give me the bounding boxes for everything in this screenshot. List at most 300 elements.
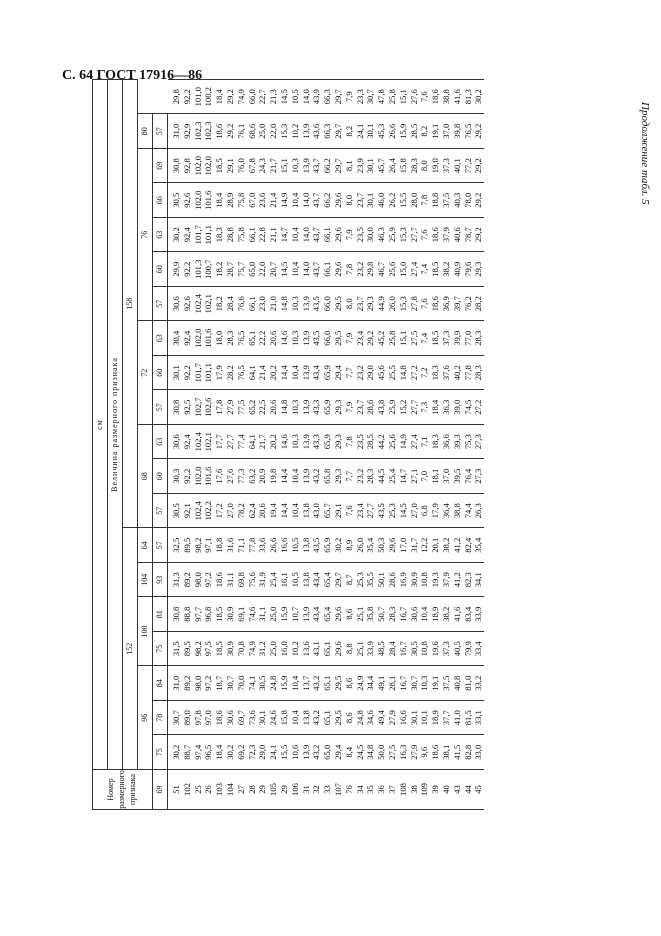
table-row	[311, 79, 322, 809]
table-cell: 10,4	[290, 183, 301, 218]
table-cell: 18,1	[430, 459, 441, 494]
column-header: 60	[153, 459, 168, 494]
table-cell: 14,4	[279, 459, 290, 494]
table-cell: 13,9	[301, 114, 312, 149]
table-cell: 30,8	[168, 390, 182, 425]
table-cell: 10,4	[290, 252, 301, 287]
table-cell: 66,1	[322, 252, 333, 287]
table-cell: 8,0	[344, 183, 355, 218]
page-header: С. 64 ГОСТ 17916—86	[62, 68, 203, 83]
table-cell: 29,7	[333, 79, 344, 114]
table-cell: 15,8	[398, 149, 409, 184]
table-cell: 10,3	[290, 390, 301, 425]
table-cell: 76,2	[463, 287, 474, 322]
table-cell: 28,3	[409, 149, 420, 184]
table-cell: 10,3	[419, 666, 430, 701]
table-cell: 66,1	[247, 218, 258, 253]
table-cell: 26,0	[387, 287, 398, 322]
row-number: 27	[236, 770, 247, 810]
table-cell: 27,3	[473, 459, 484, 494]
table-cell: 77,5	[236, 390, 247, 425]
table-cell: 43,8	[376, 390, 387, 425]
row-number: 51	[168, 770, 182, 810]
table-cell: 43,9	[311, 79, 322, 114]
table-cell: 43,7	[311, 149, 322, 184]
row-number: 104	[225, 770, 236, 810]
table-cell: 72,3	[247, 735, 258, 770]
table-cell: 31,6	[225, 528, 236, 563]
subgroup-header: 68	[138, 425, 153, 529]
table-cell: 41,2	[452, 563, 463, 598]
table-cell: 102,2	[203, 494, 214, 529]
table-cell: 30,9	[409, 563, 420, 598]
table-cell: 26,2	[387, 183, 398, 218]
table-cell: 43,4	[311, 563, 322, 598]
table-cell: 24,9	[355, 666, 366, 701]
table-cell: 10,4	[290, 459, 301, 494]
table-cell: 83,4	[463, 597, 474, 632]
table-cell: 25,4	[268, 563, 279, 598]
table-cell: 8,8	[344, 632, 355, 667]
table-cell: 18,3	[430, 425, 441, 460]
table-cell: 26,6	[268, 528, 279, 563]
table-cell: 40,6	[452, 218, 463, 253]
table-cell: 49,4	[376, 701, 387, 736]
table-cell: 19,6	[430, 632, 441, 667]
table-cell: 19,0	[430, 149, 441, 184]
table-cell: 102,0	[203, 149, 214, 184]
table-cell: 41,6	[452, 597, 463, 632]
table-cell: 31,7	[409, 528, 420, 563]
table-cell: 67,0	[247, 183, 258, 218]
table-row	[398, 79, 409, 809]
table-cell: 29,5	[333, 287, 344, 322]
table-cell: 30,1	[257, 701, 268, 736]
table-cell: 18,8	[214, 528, 225, 563]
row-number: 31	[301, 770, 312, 810]
table-cell: 37,7	[441, 701, 452, 736]
table-cell: 23,2	[355, 459, 366, 494]
table-cell: 30,7	[365, 79, 376, 114]
table-cell: 22,0	[257, 252, 268, 287]
table-cell: 28,4	[387, 632, 398, 667]
table-cell: 14,5	[398, 494, 409, 529]
table-cell: 9,6	[419, 735, 430, 770]
table-cell: 65,1	[322, 666, 333, 701]
table-cell: 23,0	[257, 287, 268, 322]
table-cell: 8,6	[344, 701, 355, 736]
table-cell: 14,7	[279, 218, 290, 253]
table-cell: 29,5	[333, 701, 344, 736]
table-cell: 29,6	[333, 183, 344, 218]
column-header: 63	[153, 321, 168, 356]
table-cell: 16,7	[398, 597, 409, 632]
table-cell: 35,4	[365, 528, 376, 563]
table-cell: 65,2	[247, 390, 258, 425]
table-cell: 38,8	[441, 79, 452, 114]
table-cell: 18,5	[214, 149, 225, 184]
table-cell: 102,1	[203, 287, 214, 322]
table-cell: 19,1	[430, 666, 441, 701]
table-cell: 101,1	[203, 356, 214, 391]
table-cell: 77,3	[236, 459, 247, 494]
table-cell: 16,0	[279, 632, 290, 667]
table-cell: 23,6	[257, 183, 268, 218]
table-cell: 20,7	[268, 252, 279, 287]
table-cell: 28,3	[473, 356, 484, 391]
table-cell: 78,2	[236, 494, 247, 529]
table-cell: 29,3	[333, 459, 344, 494]
table-cell: 16,1	[279, 563, 290, 598]
table-cell: 50,3	[376, 528, 387, 563]
table-cell: 14,6	[279, 321, 290, 356]
table-cell: 37,3	[441, 321, 452, 356]
table-cell: 22,8	[257, 218, 268, 253]
table-cell: 82,4	[463, 528, 474, 563]
table-cell: 25,9	[387, 390, 398, 425]
table-cell: 30,2	[168, 218, 182, 253]
table-cell: 74,6	[247, 597, 258, 632]
table-cell: 97,8	[193, 701, 204, 736]
table-row	[168, 79, 182, 809]
table-cell: 43,4	[311, 356, 322, 391]
table-cell: 43,7	[311, 252, 322, 287]
table-cell: 37,0	[441, 114, 452, 149]
table-cell: 33,9	[365, 632, 376, 667]
table-cell: 31,1	[225, 563, 236, 598]
table-cell: 92,2	[182, 356, 193, 391]
table-cell: 65,1	[322, 632, 333, 667]
table-cell: 92,4	[182, 321, 193, 356]
table-cell: 40,2	[452, 356, 463, 391]
column-header: 57	[153, 114, 168, 149]
table-cell: 7,1	[419, 425, 430, 460]
table-cell: 14,9	[398, 425, 409, 460]
table-body	[168, 79, 485, 809]
table-cell: 7,7	[344, 459, 355, 494]
num-header: Номер размерного признака	[93, 770, 153, 810]
continuation-label: Продолжение табл. 5	[639, 102, 651, 205]
table-cell: 13,6	[301, 632, 312, 667]
table-cell: 29,6	[333, 218, 344, 253]
table-cell: 30,6	[409, 597, 420, 632]
table-cell: 102,3	[193, 114, 204, 149]
column-header: 84	[153, 666, 168, 701]
table-cell: 43,2	[311, 735, 322, 770]
table-cell: 73,6	[247, 701, 258, 736]
value-header: Величина размерного признака	[108, 79, 123, 769]
table-cell: 15,2	[398, 390, 409, 425]
table-cell: 97,1	[203, 528, 214, 563]
table-cell: 67,8	[247, 149, 258, 184]
table-cell: 31,9	[257, 563, 268, 598]
table-cell: 23,7	[355, 287, 366, 322]
table-cell: 31,2	[257, 632, 268, 667]
table-cell: 39,9	[452, 321, 463, 356]
table-cell: 34,6	[365, 701, 376, 736]
table-cell: 27,9	[225, 390, 236, 425]
table-cell: 75,3	[463, 425, 474, 460]
table-cell: 43,5	[311, 287, 322, 322]
table-cell: 27,7	[365, 494, 376, 529]
table-cell: 25,1	[355, 597, 366, 632]
table-cell: 30,0	[365, 218, 376, 253]
table-cell: 18,6	[430, 735, 441, 770]
table-cell: 30,1	[365, 149, 376, 184]
table-cell: 30,6	[168, 287, 182, 322]
table-cell: 17,0	[398, 528, 409, 563]
table-cell: 29,2	[473, 114, 484, 149]
table-cell: 28,6	[387, 563, 398, 598]
table-cell: 66,0	[322, 287, 333, 322]
table-cell: 98,0	[193, 563, 204, 598]
table-cell: 18,6	[214, 563, 225, 598]
table-cell: 77,2	[463, 149, 474, 184]
table-cell: 43,2	[311, 666, 322, 701]
table-cell: 18,7	[214, 666, 225, 701]
table-cell: 40,5	[452, 632, 463, 667]
table-cell: 43,7	[311, 183, 322, 218]
row-number: 37	[387, 770, 398, 810]
table-cell: 89,2	[182, 666, 193, 701]
table-cell: 27,3	[473, 425, 484, 460]
table-cell: 44,2	[376, 425, 387, 460]
table-cell: 28,4	[225, 287, 236, 322]
table-cell: 13,8	[301, 528, 312, 563]
table-cell: 25,4	[387, 459, 398, 494]
table-cell: 28,2	[225, 356, 236, 391]
table-cell: 101,1	[203, 218, 214, 253]
table-cell: 30,9	[225, 632, 236, 667]
table-cell: 10,2	[290, 632, 301, 667]
table-cell: 97,2	[203, 666, 214, 701]
table-cell: 75,6	[247, 563, 258, 598]
table-cell: 10,7	[290, 597, 301, 632]
table-cell: 68,6	[247, 114, 258, 149]
table-cell: 65,7	[322, 494, 333, 529]
table-cell: 76,5	[236, 321, 247, 356]
table-cell: 21,1	[268, 218, 279, 253]
table-cell: 14,5	[279, 252, 290, 287]
table-cell: 39,5	[452, 459, 463, 494]
column-header: 60	[153, 252, 168, 287]
table-cell: 7,9	[344, 390, 355, 425]
table-cell: 38,2	[441, 252, 452, 287]
table-cell: 24,6	[268, 701, 279, 736]
table-cell: 13,9	[301, 390, 312, 425]
table-cell: 101,7	[193, 218, 204, 253]
table-row	[182, 79, 193, 809]
table-cell: 78,7	[463, 218, 474, 253]
table-cell: 30,7	[168, 701, 182, 736]
table-cell: 33,9	[473, 597, 484, 632]
table-row	[344, 79, 355, 809]
table-cell: 28,3	[365, 459, 376, 494]
table-cell: 21,4	[268, 183, 279, 218]
table-cell: 10,4	[290, 701, 301, 736]
row-number: 108	[398, 770, 409, 810]
table-cell: 33,6	[257, 528, 268, 563]
table-cell: 30,1	[365, 183, 376, 218]
row-number: 106	[290, 770, 301, 810]
table-cell: 29,2	[365, 321, 376, 356]
table-cell: 102,1	[203, 425, 214, 460]
table-cell: 66,2	[322, 183, 333, 218]
table-cell: 10,1	[419, 701, 430, 736]
table-cell: 65,0	[247, 252, 258, 287]
table-cell: 29,8	[365, 252, 376, 287]
table-cell: 27,7	[409, 390, 420, 425]
table-cell: 102,4	[193, 287, 204, 322]
row-number: 45	[473, 770, 484, 810]
table-cell: 70,8	[236, 632, 247, 667]
table-cell: 10,5	[290, 79, 301, 114]
table-cell: 23,2	[355, 252, 366, 287]
table-cell: 29,2	[225, 79, 236, 114]
table-cell: 31,0	[168, 114, 182, 149]
table-cell: 30,5	[168, 494, 182, 529]
table-cell: 17,2	[214, 494, 225, 529]
table-cell: 41,2	[452, 528, 463, 563]
table-cell: 43,1	[311, 632, 322, 667]
table-cell: 13,8	[301, 494, 312, 529]
table-cell: 29,2	[473, 149, 484, 184]
table-cell: 66,1	[322, 218, 333, 253]
table-cell: 10,3	[290, 321, 301, 356]
table-cell: 64,1	[247, 425, 258, 460]
table-cell: 92,5	[182, 390, 193, 425]
table-cell: 74,5	[463, 390, 474, 425]
table-cell: 24,3	[257, 149, 268, 184]
table-cell: 29,1	[333, 494, 344, 529]
table-cell: 65,9	[322, 390, 333, 425]
table-cell: 14,4	[279, 494, 290, 529]
table-cell: 96,5	[203, 735, 214, 770]
table-cell: 15,0	[398, 252, 409, 287]
table-row	[203, 79, 214, 809]
table-cell: 40,9	[452, 252, 463, 287]
table-cell: 30,5	[409, 632, 420, 667]
table-cell: 92,4	[182, 218, 193, 253]
table-cell: 62,4	[247, 494, 258, 529]
table-cell: 38,1	[441, 735, 452, 770]
table-cell: 30,2	[168, 735, 182, 770]
table-cell: 76,5	[236, 356, 247, 391]
table-cell: 89,0	[182, 701, 193, 736]
table-cell: 27,4	[409, 425, 420, 460]
table-cell: 45,3	[376, 114, 387, 149]
table-cell: 29,1	[225, 149, 236, 184]
table-cell: 50,1	[376, 563, 387, 598]
subgroup-header: 80	[138, 114, 153, 149]
table-cell: 82,3	[463, 563, 474, 598]
table-cell: 15,1	[279, 149, 290, 184]
row-number: 29	[279, 770, 290, 810]
table-cell: 20,2	[268, 356, 279, 391]
table-cell: 14,6	[279, 425, 290, 460]
table-cell: 13,9	[301, 356, 312, 391]
row-number: 28	[247, 770, 258, 810]
table-cell: 27,9	[387, 701, 398, 736]
row-number: 102	[182, 770, 193, 810]
table-cell: 7,9	[344, 79, 355, 114]
table-cell: 24,1	[355, 114, 366, 149]
table-cell: 7,9	[344, 321, 355, 356]
row-number: 32	[311, 770, 322, 810]
table-cell: 10,5	[290, 528, 301, 563]
row-number: 76	[344, 770, 355, 810]
table-cell: 30,7	[225, 666, 236, 701]
table-cell: 28,6	[365, 390, 376, 425]
table-cell: 25,6	[387, 425, 398, 460]
table-cell: 17,6	[214, 459, 225, 494]
table-cell: 10,4	[419, 597, 430, 632]
table-cell: 69,7	[236, 701, 247, 736]
table-cell: 37,5	[441, 183, 452, 218]
table-cell: 40,8	[452, 666, 463, 701]
table-row	[409, 79, 420, 809]
table-cell: 18,4	[430, 390, 441, 425]
table-cell: 98,2	[193, 528, 204, 563]
table-cell: 29,5	[333, 666, 344, 701]
table-cell: 37,6	[441, 356, 452, 391]
table-cell: 36,9	[441, 287, 452, 322]
table-cell: 10,2	[290, 114, 301, 149]
subgroup-header: 76	[138, 149, 153, 322]
row-number: 33	[322, 770, 333, 810]
table-cell: 102,4	[193, 425, 204, 460]
table-cell: 27,7	[409, 218, 420, 253]
table-cell: 28,7	[225, 252, 236, 287]
table-cell: 19,4	[268, 494, 279, 529]
table-cell: 88,8	[182, 597, 193, 632]
table-cell: 24,5	[355, 735, 366, 770]
table-cell: 20,2	[268, 425, 279, 460]
table-cell: 27,6	[225, 459, 236, 494]
table-cell: 20,6	[268, 321, 279, 356]
table-cell: 47,8	[376, 79, 387, 114]
table-cell: 44,9	[376, 287, 387, 322]
table-cell: 29,7	[333, 563, 344, 598]
table-cell: 74,9	[236, 79, 247, 114]
row-number: 103	[214, 770, 225, 810]
table-cell: 22,7	[257, 79, 268, 114]
table-cell: 18,2	[214, 252, 225, 287]
table-cell: 41,5	[452, 735, 463, 770]
row-number: 36	[376, 770, 387, 810]
table-cell: 23,5	[355, 218, 366, 253]
table-cell: 97,7	[193, 597, 204, 632]
table-cell: 40,3	[452, 183, 463, 218]
header-row-3	[153, 79, 168, 809]
table-cell: 97,5	[203, 632, 214, 667]
table-cell: 36,3	[441, 390, 452, 425]
table-cell: 7,3	[419, 390, 430, 425]
table-cell: 43,0	[311, 494, 322, 529]
table-cell: 76,4	[463, 459, 474, 494]
table-cell: 34,1	[473, 563, 484, 598]
column-header: 78	[153, 701, 168, 736]
table-cell: 101,6	[203, 321, 214, 356]
table-cell: 76,1	[236, 114, 247, 149]
table-cell: 27,2	[473, 390, 484, 425]
table-cell: 28,3	[225, 321, 236, 356]
table-cell: 7,6	[419, 79, 430, 114]
table-cell: 7,2	[419, 356, 430, 391]
table-cell: 15,5	[279, 735, 290, 770]
table-cell: 102,0	[193, 183, 204, 218]
table-cell: 66,3	[322, 79, 333, 114]
